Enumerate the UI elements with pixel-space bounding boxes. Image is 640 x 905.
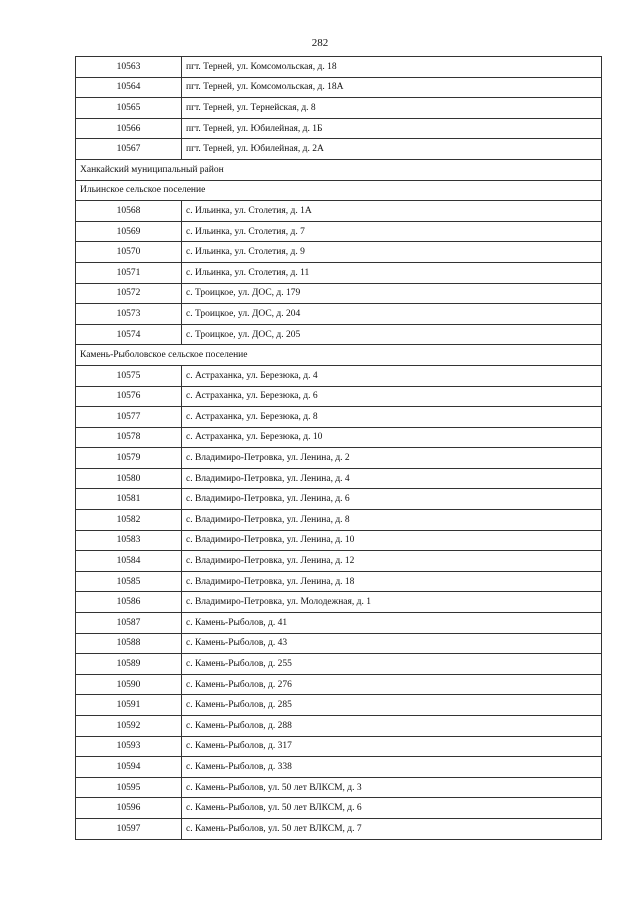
row-number: 10572 [76, 283, 182, 304]
row-number: 10591 [76, 695, 182, 716]
row-address: с. Владимиро-Петровка, ул. Ленина, д. 10 [182, 530, 602, 551]
row-address: с. Камень-Рыболов, д. 317 [182, 736, 602, 757]
row-address: с. Камень-Рыболов, ул. 50 лет ВЛКСМ, д. 7 [182, 818, 602, 839]
row-number: 10577 [76, 407, 182, 428]
row-address: с. Владимиро-Петровка, ул. Ленина, д. 4 [182, 468, 602, 489]
row-address: пгт. Терней, ул. Юбилейная, д. 2А [182, 139, 602, 160]
table-row [76, 592, 602, 613]
row-address: пгт. Терней, ул. Комсомольская, д. 18 [182, 57, 602, 78]
table-row [76, 324, 602, 345]
table-row [76, 757, 602, 778]
address-table [75, 56, 602, 840]
row-number: 10566 [76, 118, 182, 139]
row-address: с. Троицкое, ул. ДОС, д. 205 [182, 324, 602, 345]
table-row [76, 262, 602, 283]
row-address: с. Владимиро-Петровка, ул. Молодежная, д. 1 [182, 592, 602, 613]
section-row [76, 180, 602, 201]
row-address: с. Камень-Рыболов, д. 338 [182, 757, 602, 778]
row-address: с. Владимиро-Петровка, ул. Ленина, д. 2 [182, 448, 602, 469]
table-row [76, 365, 602, 386]
row-address: с. Астраханка, ул. Березюка, д. 8 [182, 407, 602, 428]
table-row [76, 448, 602, 469]
row-number: 10576 [76, 386, 182, 407]
row-number: 10594 [76, 757, 182, 778]
row-number: 10590 [76, 674, 182, 695]
row-address: с. Троицкое, ул. ДОС, д. 179 [182, 283, 602, 304]
row-address: с. Камень-Рыболов, д. 288 [182, 716, 602, 737]
table-row [76, 736, 602, 757]
row-number: 10584 [76, 551, 182, 572]
section-title: Ильинское сельское поселение [76, 180, 602, 201]
row-address: с. Астраханка, ул. Березюка, д. 6 [182, 386, 602, 407]
table-row [76, 118, 602, 139]
row-address: с. Ильинка, ул. Столетия, д. 1А [182, 201, 602, 222]
table-row [76, 510, 602, 531]
table-row [76, 407, 602, 428]
row-address: с. Ильинка, ул. Столетия, д. 9 [182, 242, 602, 263]
table-row [76, 777, 602, 798]
row-number: 10581 [76, 489, 182, 510]
row-number: 10568 [76, 201, 182, 222]
table-row [76, 221, 602, 242]
row-number: 10597 [76, 818, 182, 839]
section-row [76, 159, 602, 180]
row-number: 10574 [76, 324, 182, 345]
table-row [76, 571, 602, 592]
row-address: с. Астраханка, ул. Березюка, д. 4 [182, 365, 602, 386]
row-number: 10587 [76, 613, 182, 634]
row-number: 10588 [76, 633, 182, 654]
row-address: с. Владимиро-Петровка, ул. Ленина, д. 8 [182, 510, 602, 531]
row-number: 10589 [76, 654, 182, 675]
table-row [76, 530, 602, 551]
row-address: с. Астраханка, ул. Березюка, д. 10 [182, 427, 602, 448]
section-title: Ханкайский муниципальный район [76, 159, 602, 180]
row-number: 10592 [76, 716, 182, 737]
row-address: пгт. Терней, ул. Юбилейная, д. 1Б [182, 118, 602, 139]
table-row [76, 242, 602, 263]
table-row [76, 695, 602, 716]
row-number: 10579 [76, 448, 182, 469]
row-address: с. Владимиро-Петровка, ул. Ленина, д. 12 [182, 551, 602, 572]
table-row [76, 427, 602, 448]
row-number: 10569 [76, 221, 182, 242]
row-address: с. Камень-Рыболов, д. 276 [182, 674, 602, 695]
row-number: 10585 [76, 571, 182, 592]
row-address: с. Камень-Рыболов, ул. 50 лет ВЛКСМ, д. 3 [182, 777, 602, 798]
row-number: 10583 [76, 530, 182, 551]
row-address: с. Камень-Рыболов, д. 43 [182, 633, 602, 654]
row-address: с. Камень-Рыболов, д. 255 [182, 654, 602, 675]
row-number: 10578 [76, 427, 182, 448]
row-address: с. Ильинка, ул. Столетия, д. 7 [182, 221, 602, 242]
row-number: 10570 [76, 242, 182, 263]
row-number: 10563 [76, 57, 182, 78]
table-row [76, 468, 602, 489]
table-row [76, 98, 602, 119]
row-number: 10573 [76, 304, 182, 325]
row-address: с. Владимиро-Петровка, ул. Ленина, д. 18 [182, 571, 602, 592]
row-number: 10582 [76, 510, 182, 531]
row-number: 10575 [76, 365, 182, 386]
table-row [76, 613, 602, 634]
row-address: с. Владимиро-Петровка, ул. Ленина, д. 6 [182, 489, 602, 510]
address-table-body [76, 57, 602, 840]
table-row [76, 201, 602, 222]
row-address: пгт. Терней, ул. Тернейская, д. 8 [182, 98, 602, 119]
row-address: с. Троицкое, ул. ДОС, д. 204 [182, 304, 602, 325]
row-number: 10571 [76, 262, 182, 283]
row-number: 10593 [76, 736, 182, 757]
table-row [76, 798, 602, 819]
table-row [76, 304, 602, 325]
table-row [76, 633, 602, 654]
row-address: с. Камень-Рыболов, д. 285 [182, 695, 602, 716]
table-row [76, 674, 602, 695]
row-number: 10564 [76, 77, 182, 98]
row-number: 10586 [76, 592, 182, 613]
row-address: пгт. Терней, ул. Комсомольская, д. 18А [182, 77, 602, 98]
row-number: 10567 [76, 139, 182, 160]
table-row [76, 139, 602, 160]
table-row [76, 283, 602, 304]
section-title: Камень-Рыболовское сельское поселение [76, 345, 602, 366]
row-number: 10596 [76, 798, 182, 819]
row-number: 10565 [76, 98, 182, 119]
table-row [76, 654, 602, 675]
table-row [76, 386, 602, 407]
page-number: 282 [311, 37, 329, 49]
row-number: 10595 [76, 777, 182, 798]
section-row [76, 345, 602, 366]
table-row [76, 57, 602, 78]
table-row [76, 489, 602, 510]
row-address: с. Камень-Рыболов, ул. 50 лет ВЛКСМ, д. 6 [182, 798, 602, 819]
row-address: с. Камень-Рыболов, д. 41 [182, 613, 602, 634]
row-number: 10580 [76, 468, 182, 489]
table-row [76, 716, 602, 737]
table-row [76, 77, 602, 98]
table-row [76, 818, 602, 839]
row-address: с. Ильинка, ул. Столетия, д. 11 [182, 262, 602, 283]
table-row [76, 551, 602, 572]
